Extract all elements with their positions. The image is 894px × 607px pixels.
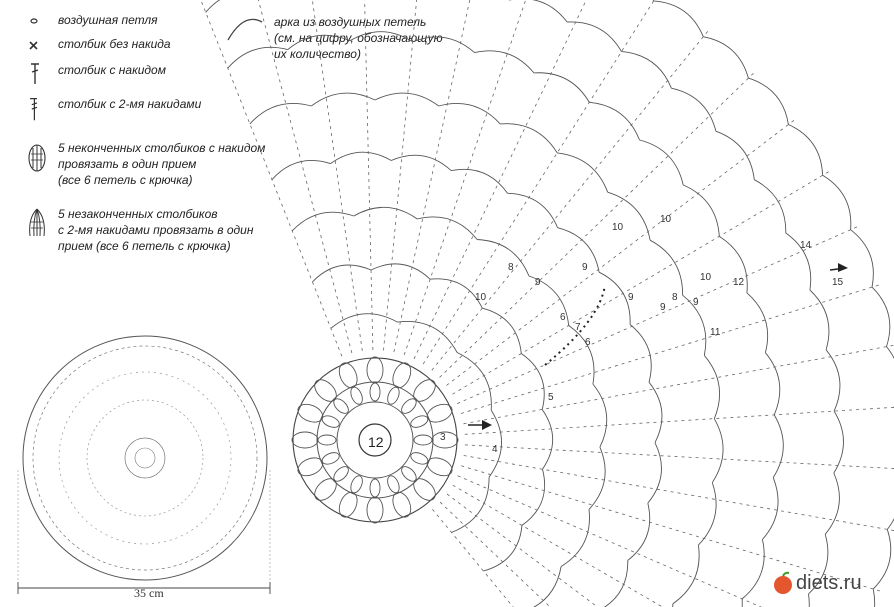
cluster-petal (425, 401, 455, 426)
cluster-petal (311, 376, 341, 406)
arch-count-label: 9 (535, 277, 541, 288)
cluster-petal (295, 454, 325, 479)
cluster-petal (410, 475, 440, 505)
cluster-petal (409, 450, 429, 466)
cluster-petal (295, 401, 325, 426)
arch-count-label: 12 (733, 277, 745, 288)
stitch-column (447, 119, 797, 386)
cluster-petal (385, 474, 401, 494)
cluster-petal (414, 435, 432, 445)
watermark-text: diets.ru (796, 571, 862, 594)
arch-legend-text: арка из воздушных петель (см. на цифру, обозначающую их количество) (274, 15, 443, 61)
stitch-column (384, 0, 425, 350)
arch-count-label: 9 (628, 292, 634, 303)
pattern-detail (180, 0, 894, 607)
arch-count-label: 6 (560, 312, 566, 323)
stitch-column (447, 494, 799, 607)
stitch-column (180, 0, 342, 356)
arch-count-label: 8 (672, 292, 678, 303)
stitch-round (331, 314, 502, 533)
arch-count-label: 15 (832, 277, 844, 288)
arch-count-label: 9 (693, 297, 699, 308)
arch-count-label: 6 (585, 337, 591, 348)
arch-count-label: 9 (660, 302, 666, 313)
cluster-petal (367, 357, 383, 383)
cluster-petal (336, 490, 361, 520)
legend-text: столбик с накидом (58, 63, 166, 77)
legend-text: столбик с 2-мя накидами (58, 97, 202, 111)
scale-label: 35 cm (134, 586, 164, 600)
stitch-round (312, 264, 552, 571)
stitch-column (440, 502, 758, 607)
cluster-petal (389, 490, 414, 520)
arch-count-label: 11 (710, 327, 721, 338)
stitch-round (184, 0, 894, 607)
stitch-round (250, 93, 723, 607)
watermark (770, 570, 862, 596)
cluster-petal (318, 435, 336, 445)
stitch-column (432, 29, 710, 370)
cluster-petal (409, 414, 429, 430)
cluster-petal (349, 474, 365, 494)
cluster-petal (385, 385, 401, 405)
cluster-petal (292, 432, 318, 448)
center-number: 12 (368, 434, 384, 450)
stitch-column (465, 407, 894, 435)
arch-symbol-icon (228, 19, 262, 40)
arch-count-label: 4 (492, 444, 498, 455)
cluster-petal (370, 383, 380, 401)
stitch-round (206, 0, 844, 607)
cluster-petal (349, 385, 365, 405)
cluster-petal (336, 360, 361, 390)
stitch-column (394, 0, 487, 352)
overview-doily (23, 336, 267, 580)
legend-text: 5 незаконченных столбиков с 2-мя накидами провязать в один прием (все 6 петель с крючка) (58, 207, 254, 253)
stitch-column (465, 445, 894, 469)
stitch-column (440, 71, 756, 377)
arch-count-label: 10 (700, 272, 712, 283)
cluster-petal (367, 497, 383, 523)
cluster-petal (320, 450, 340, 466)
arch-count-label: 3 (440, 432, 446, 443)
stitch-column (457, 226, 859, 404)
stitch-column (300, 0, 362, 351)
arch-count-label: 8 (508, 262, 514, 273)
stitch-column (363, 0, 373, 350)
stitch-column (453, 170, 832, 394)
arch-count-label: 9 (582, 262, 588, 273)
legend-text: 5 неконченных столбиков с накидом провязать в один прием (все 6 петель с крючка) (58, 141, 266, 187)
legend-text: воздушная петля (58, 13, 158, 27)
cluster-petal (320, 414, 340, 430)
apple-logo-icon (770, 570, 796, 596)
cluster-petal (311, 475, 341, 505)
legend-text: столбик без накида (58, 37, 171, 51)
arch-count-label: 10 (475, 292, 487, 303)
arch-count-label: 5 (548, 392, 554, 403)
arch-count-label: 7 (575, 322, 581, 333)
stitch-column (239, 0, 352, 353)
arch-count-label: 10 (660, 214, 672, 225)
scale-bar (18, 470, 270, 594)
cluster-petal (410, 376, 440, 406)
arch-count-label: 14 (800, 240, 812, 251)
stitch-round (292, 207, 607, 607)
stitch-round (272, 152, 662, 607)
stitch-column (464, 345, 894, 424)
stitch-column (423, 0, 659, 364)
cluster-petal (425, 454, 455, 479)
arch-count-label: 10 (612, 222, 624, 233)
stitch-column (464, 456, 894, 532)
stitch-column (461, 284, 882, 413)
cluster-petal (389, 360, 414, 390)
cluster-petal (370, 479, 380, 497)
